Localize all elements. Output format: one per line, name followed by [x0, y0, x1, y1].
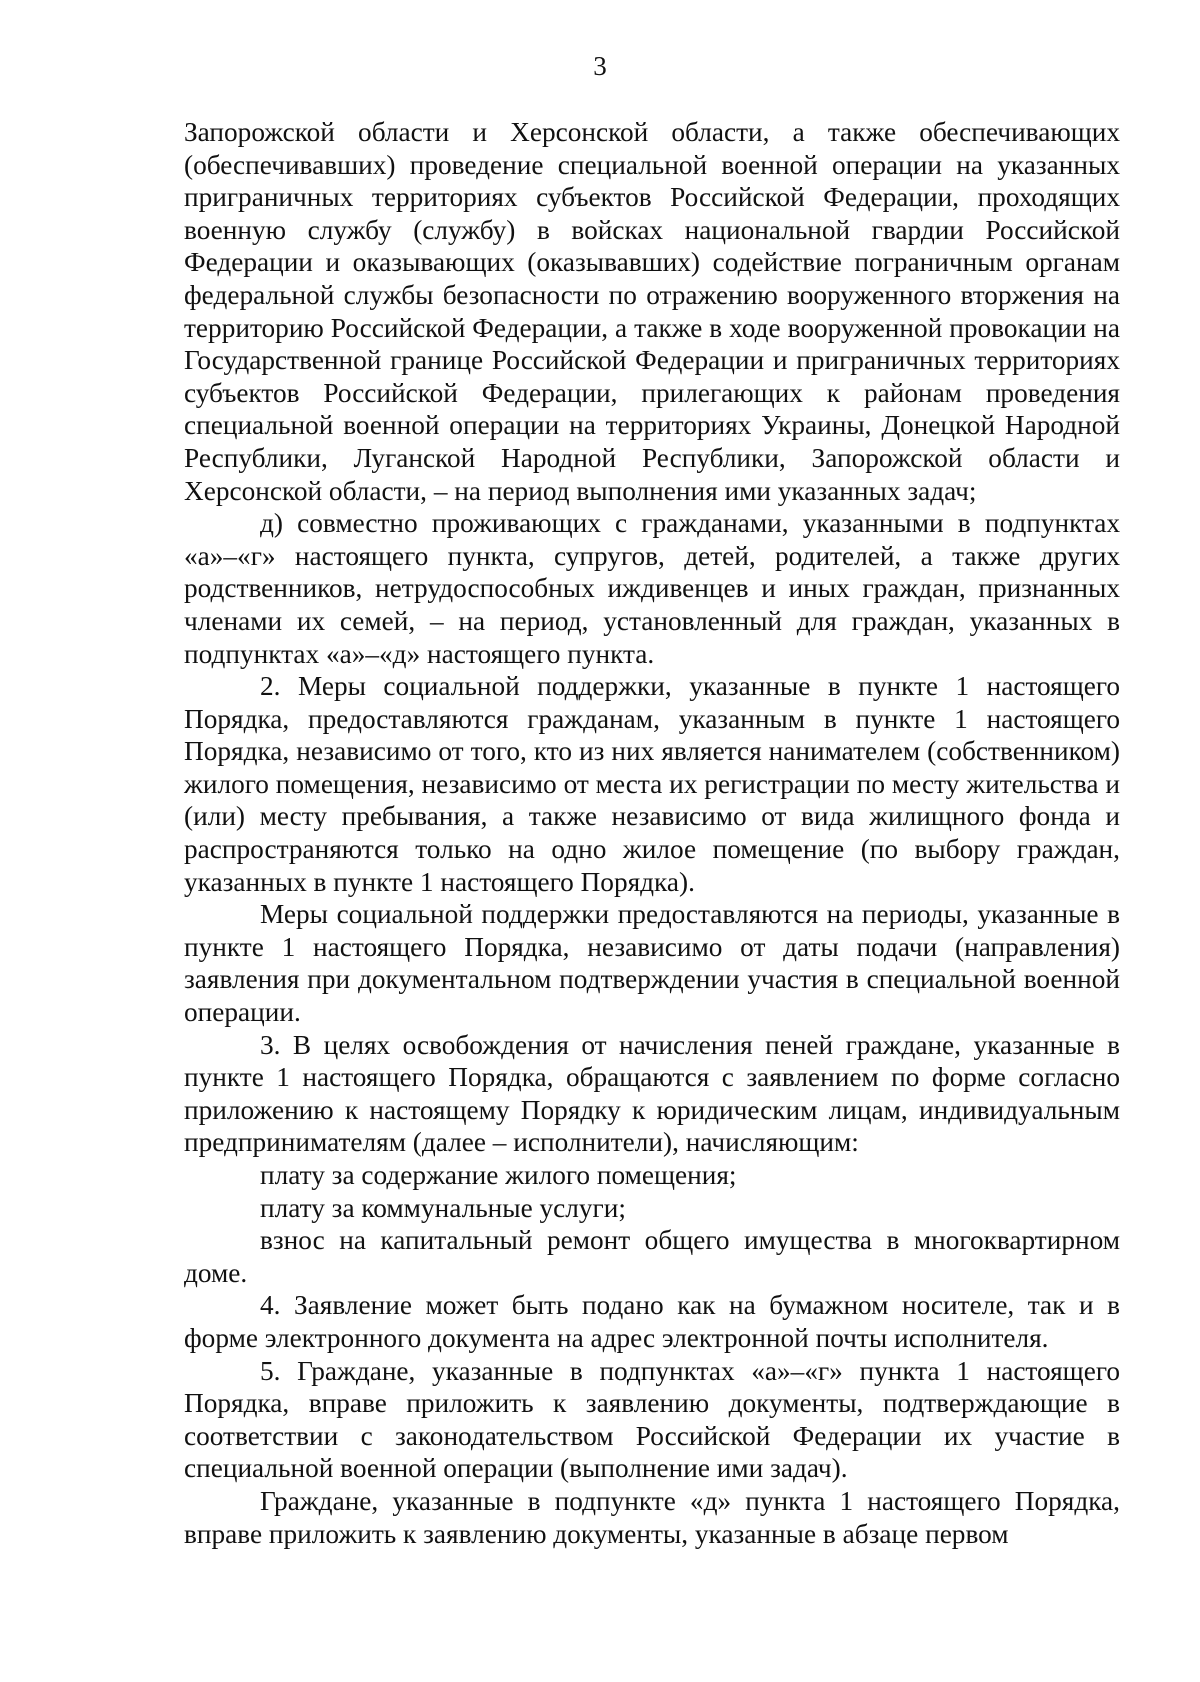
paragraph-item-3: 3. В целях освобождения от начисления пеней граждане, указанные в пункте 1 настоящего Порядка, обращаются с заявлением по форме согласно приложению к настоящему Порядку к юридическим лицам, индивидуальным предпринимателям (далее – исполнители), начисляющим: — [184, 1029, 1120, 1158]
paragraph-item-2: 2. Меры социальной поддержки, указанные в пункте 1 настоящего Порядка, предоставляются гражданам, указанным в пункте 1 настоящего Порядка, независимо от того, кто из них является нанимателем (собственником) жилого помещения, независимо от места их регистрации по месту жительства и (или) месту пребывания, а также независимо от вида жилищного фонда и распространяются только на одно жилое помещение (по выбору граждан, указанных в пункте 1 настоящего Порядка). — [184, 671, 1120, 897]
paragraph-item-5: 5. Граждане, указанные в подпунктах «а»–«г» пункта 1 настоящего Порядка, вправе приложить к заявлению документы, подтверждающие в соответствии с законодательством Российской Федерации их участие в специальной военной операции (выполнение ими задач). — [184, 1355, 1120, 1484]
paragraph-item-4: 4. Заявление может быть подано как на бумажном носителе, так и в форме электронного документа на адрес электронной почты исполнителя. — [184, 1290, 1120, 1353]
paragraph-continuation: Запорожской области и Херсонской области, а также обеспечивающих (обеспечивавших) проведение специальной военной операции на указанных приграничных территориях субъектов Российской Федерации, проходящих военную службу (службу) в войсках национальной гвардии Российской Федерации и оказывающих (оказывавших) содействие пограничным органам федеральной службы безопасности по отражению вооруженного вторжения на территорию Российской Федерации, а также в ходе вооруженной провокации на Государственной границе Российской Федерации и приграничных территориях субъектов Российской Федерации, прилегающих к районам проведения специальной военной операции на территориях Украины, Донецкой Народной Республики, Луганской Народной Республики, Запорожской области и Херсонской области, – на период выполнения ими указанных задач; — [184, 117, 1120, 506]
document-body — [184, 116, 1120, 1550]
paragraph-subitem-d: д) совместно проживающих с гражданами, указанными в подпунктах «а»–«г» настоящего пункта, супругов, детей, родителей, а также других родственников, нетрудоспособных иждивенцев и иных граждан, признанных членами их семей, – на период, установленный для граждан, указанных в подпунктах «а»–«д» настоящего пункта. — [184, 508, 1120, 669]
paragraph-list-utilities: плату за коммунальные услуги; — [260, 1192, 626, 1223]
paragraph-item-2-continued: Меры социальной поддержки предоставляются на периоды, указанные в пункте 1 настоящего Порядка, независимо от даты подачи (направления) заявления при документальном подтверждении участия в специальной военной операции. — [184, 899, 1120, 1028]
paragraph-item-5-continued: Граждане, указанные в подпункте «д» пункта 1 настоящего Порядка, вправе приложить к заявлению документы, указанные в абзаце первом — [184, 1485, 1120, 1549]
paragraph-list-capital-repair: взнос на капитальный ремонт общего имущества в многоквартирном доме. — [184, 1225, 1120, 1288]
page-number: 3 — [593, 51, 607, 81]
paragraph-list-housing-fee: плату за содержание жилого помещения; — [260, 1160, 737, 1190]
